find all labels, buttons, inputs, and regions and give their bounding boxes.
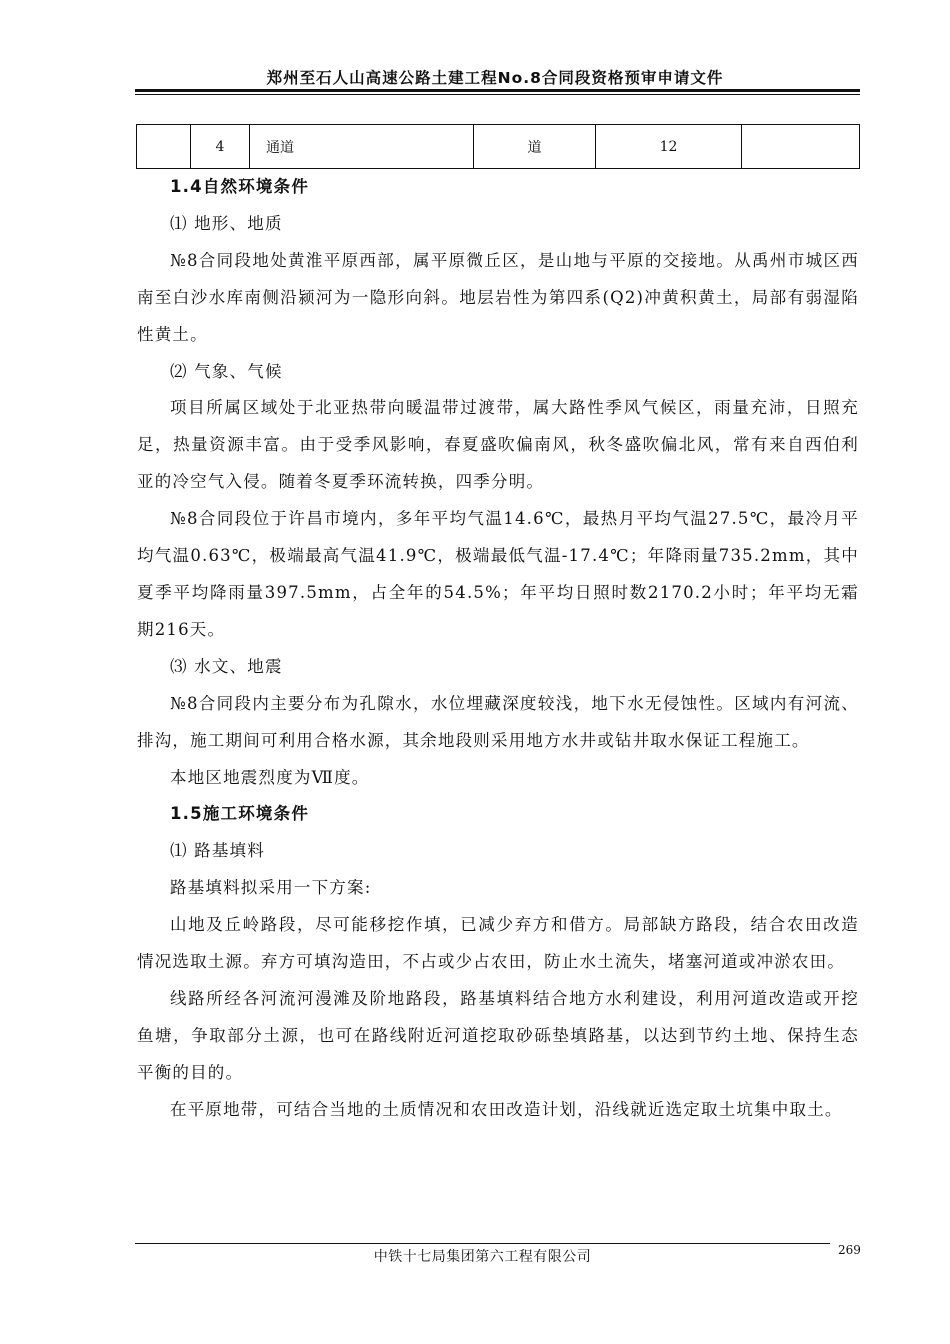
page-number: 269 <box>838 1243 861 1257</box>
paragraph-fill-plan-intro: 路基填料拟采用一下方案: <box>170 878 372 898</box>
table-cell-count: 12 <box>596 125 742 169</box>
subheading-hydrology-seismic: ⑶ 水文、地震 <box>170 656 283 676</box>
paragraph-climate-zone: 项目所属区域处于北亚热带向暖温带过渡带，属大路性季风气候区，雨量充沛，日照充足，热量资源丰富。由于受季风影响，春夏盛吹偏南风，秋冬盛吹偏北风，常有来自西伯利亚的冷空气入侵。随着冬夏季环流转换，四季分明。 <box>137 398 859 492</box>
paragraph-fill-rivers: 线路所经各河流河漫滩及阶地路段，路基填料结合地方水利建设，利用河道改造或开挖鱼塘，争取部分土源，也可在路线附近河道挖取砂砾垫填路基，以达到节约土地、保持生态平衡的目的。 <box>137 988 859 1082</box>
table-row <box>137 125 860 169</box>
paragraph-seismic: 本地区地震烈度为Ⅶ度。 <box>170 767 370 787</box>
paragraph-terrain: №8合同段地处黄淮平原西部，属平原微丘区，是山地与平原的交接地。从禹州市城区西南至白沙水库南侧沿颍河为一隐形向斜。地层岩性为第四系(Q2)冲黄积黄土，局部有弱湿陷性黄土。 <box>137 250 859 344</box>
subheading-terrain-geology: ⑴ 地形、地质 <box>170 213 283 233</box>
paragraph-fill-hills: 山地及丘岭路段，尽可能移挖作填，已减少弃方和借方。局部缺方路段，结合农田改造情况选取土源。弃方可填沟造田，不占或少占农田，防止水土流失，堵塞河道或冲淤农田。 <box>137 915 859 972</box>
section-heading-construction-environment: 1.5施工环境条件 <box>170 804 310 824</box>
table-cell-name: 通道 <box>250 125 474 169</box>
table-cell-type: 道 <box>474 125 596 169</box>
header-rule-thick <box>135 89 860 92</box>
subheading-subgrade-fill: ⑴ 路基填料 <box>170 841 265 861</box>
table-cell-number: 4 <box>191 125 250 169</box>
paragraph-fill-plains: 在平原地带，可结合当地的土质情况和农田改造计划，沿线就近选定取土坑集中取土。 <box>170 1099 843 1119</box>
document-body <box>137 169 859 1129</box>
table-cell-blank-end <box>742 125 860 169</box>
paragraph-climate-stats: №8合同段位于许昌市境内，多年平均气温14.6℃，最热月平均气温27.5℃，最冷月平均气温0.63℃，极端最高气温41.9℃，极端最低气温-17.4℃；年降雨量735.2mm，其中夏季平均降雨量397.5mm，占全年的54.5%；年平均日照时数2170.2小时；年平均无霜期216天。 <box>137 509 859 639</box>
section-heading-natural-environment: 1.4自然环境条件 <box>170 177 310 196</box>
subheading-climate: ⑵ 气象、气候 <box>170 361 283 381</box>
header-rule-thin <box>135 94 860 95</box>
footer-rule <box>135 1243 830 1244</box>
paragraph-hydrology: №8合同段内主要分布为孔隙水，水位埋藏深度较浅，地下水无侵蚀性。区域内有河流、排沟，施工期间可利用合格水源，其余地段则采用地方水井或钻井取水保证工程施工。 <box>137 693 859 750</box>
facilities-table <box>136 124 860 169</box>
document-header-title: 郑州至石人山高速公路土建工程No.8合同段资格预审申请文件 <box>266 69 724 87</box>
footer-company-name: 中铁十七局集团第六工程有限公司 <box>373 1249 592 1265</box>
table-cell-blank <box>137 125 191 169</box>
